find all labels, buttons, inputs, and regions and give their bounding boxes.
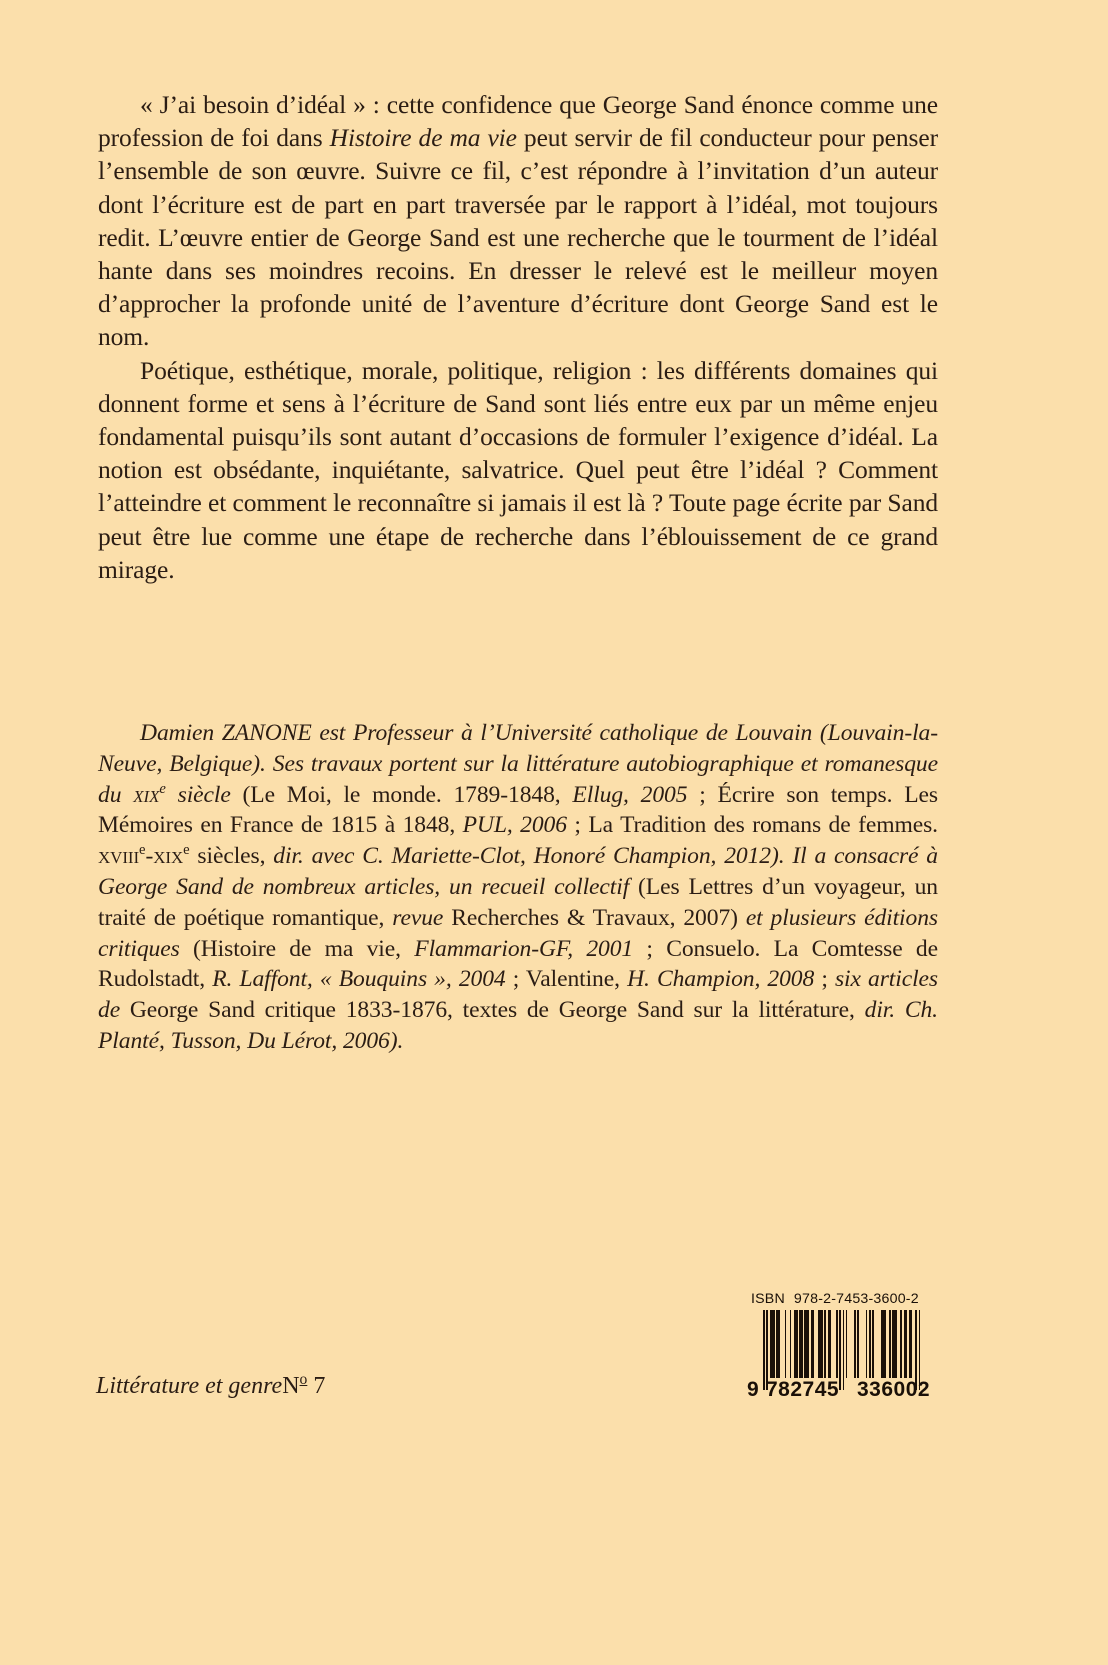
blurb-paragraph-2: Poétique, esthétique, morale, politique, religion : les différents domaines qui donnent forme et sens à l’écriture de Sand sont liés entre eux par un même enjeu fondamental puisqu’ils sont autant d’occasions de formuler l’exigence d’idéal. La notion est obsédante, inquiétante, salvatrice. Quel peut être l’idéal ? Comment l’atteindre et comment le reconnaître si jamais il est là ? Toute page écrite par Sand peut être lue comme une étape de recherche dans l’éblouissement de ce grand mirage. <box>98 355 938 584</box>
isbn-label: ISBN <box>751 1291 785 1307</box>
bio-seg-15: et plusieurs éditions critiques <box>98 904 938 962</box>
bio-century-dash: - <box>145 843 154 870</box>
ean-group-1: 782745 <box>766 1378 840 1401</box>
series-issue <box>282 1373 325 1399</box>
bio-seg-6: ; Écrire son temps. Les Mémoires en France de 1815 à 1848, <box>98 781 938 839</box>
series-footer <box>96 1371 325 1401</box>
bio-century-xix-2: xix <box>153 843 184 870</box>
bio-seg-10: siècles, <box>189 843 274 870</box>
bio-century-xix-1: xix <box>133 781 160 808</box>
bio-seg-22: ; <box>814 966 835 993</box>
isbn-line <box>747 1291 943 1307</box>
bio-seg-21: H. Champion, 2008 <box>627 966 815 993</box>
bio-seg-4: (Le Moi, le monde. 1789-1848, <box>230 781 573 808</box>
bio-seg-12: (Les Lettres d’un voyageur, un traité de poétique romantique, <box>98 873 938 931</box>
issue-prefix: N <box>282 1373 300 1399</box>
bio-seg-25: dir. Ch. Planté, Tusson, Du Lérot, 2006). <box>98 997 938 1054</box>
bio-century-xix-1-sup: e <box>159 780 166 797</box>
bio-seg-17: Flammarion-GF, 2001 <box>414 935 634 962</box>
barcode-block <box>747 1291 943 1406</box>
bio-seg-16: (Histoire de ma vie, <box>179 935 415 962</box>
barcode-bars <box>763 1310 920 1388</box>
author-bio-paragraph <box>98 718 938 1057</box>
bio-seg-23: six articles de <box>98 966 938 1024</box>
blurb-p1-segment-b: peut servir de fil conducteur pour penser l’ensemble de son œuvre. Suivre ce fil, c’est répondre à l’invitation d’un auteur dont l’écriture est de part en part traversée par le rapport à l’idéal, mot toujours redit. L’œuvre entier de George Sand est une recherche que le tourment de l’idéal hante dans ses moindres recoins. En dresser le relevé est le meilleur moyen d’approcher la profonde unité de l’aventure d’écriture dont George Sand est le nom. <box>98 123 938 352</box>
ean-lead-digit: 9 <box>747 1378 760 1401</box>
blurb-paragraph-1 <box>98 88 938 354</box>
bio-seg-20: ; Valentine, <box>505 966 628 993</box>
isbn-value: 978-2-7453-3600-2 <box>793 1291 919 1307</box>
blurb-p1-segment-a: « J’ai besoin d’idéal » : cette confidence que George Sand énonce comme une profession de foi dans <box>98 90 938 153</box>
bio-century-xix-2-sup: e <box>183 842 190 859</box>
bio-seg-3: siècle <box>165 781 231 808</box>
bio-seg-8: ; La Tradition des romans de femmes. <box>566 812 938 839</box>
bio-seg-14: Recherches & Travaux, 2007) <box>443 904 738 931</box>
blurb-text-block <box>98 88 938 586</box>
blurb-p1-book-title: Histoire de ma vie <box>329 123 517 153</box>
bio-seg-18: ; Consuelo. La Comtesse de Rudolstadt, <box>98 935 938 993</box>
bio-century-xviii: xviii <box>98 843 140 870</box>
bio-seg-7: PUL, 2006 <box>462 812 567 839</box>
bio-seg-11: dir. avec C. Mariette-Clot, Honoré Champion, 2012). Il a consacré à George Sand de nombreux articles, un recueil collectif <box>98 843 938 900</box>
bio-seg-19: R. Laffont, « Bouquins », 2004 <box>212 966 506 993</box>
author-bio-block <box>98 718 938 1057</box>
ean-group-2: 336002 <box>857 1378 931 1401</box>
bio-seg-1: Damien ZANONE est Professeur à l’Université catholique de Louvain (Louvain-la-Neuve, Belgique). Ses travaux portent sur la littérature autobiographique et romanesque du <box>98 720 938 808</box>
series-title: Littérature et genre <box>96 1373 283 1399</box>
bio-seg-13: revue <box>392 904 444 931</box>
bio-seg-24: George Sand critique 1833-1876, textes de George Sand sur la littérature, <box>120 997 865 1024</box>
bio-century-xviii-sup: e <box>139 842 146 859</box>
issue-number: 7 <box>307 1373 326 1399</box>
bio-seg-5: Ellug, 2005 <box>572 781 688 808</box>
issue-ordinal-sup: o <box>299 1371 308 1388</box>
ean13-barcode <box>747 1310 943 1406</box>
